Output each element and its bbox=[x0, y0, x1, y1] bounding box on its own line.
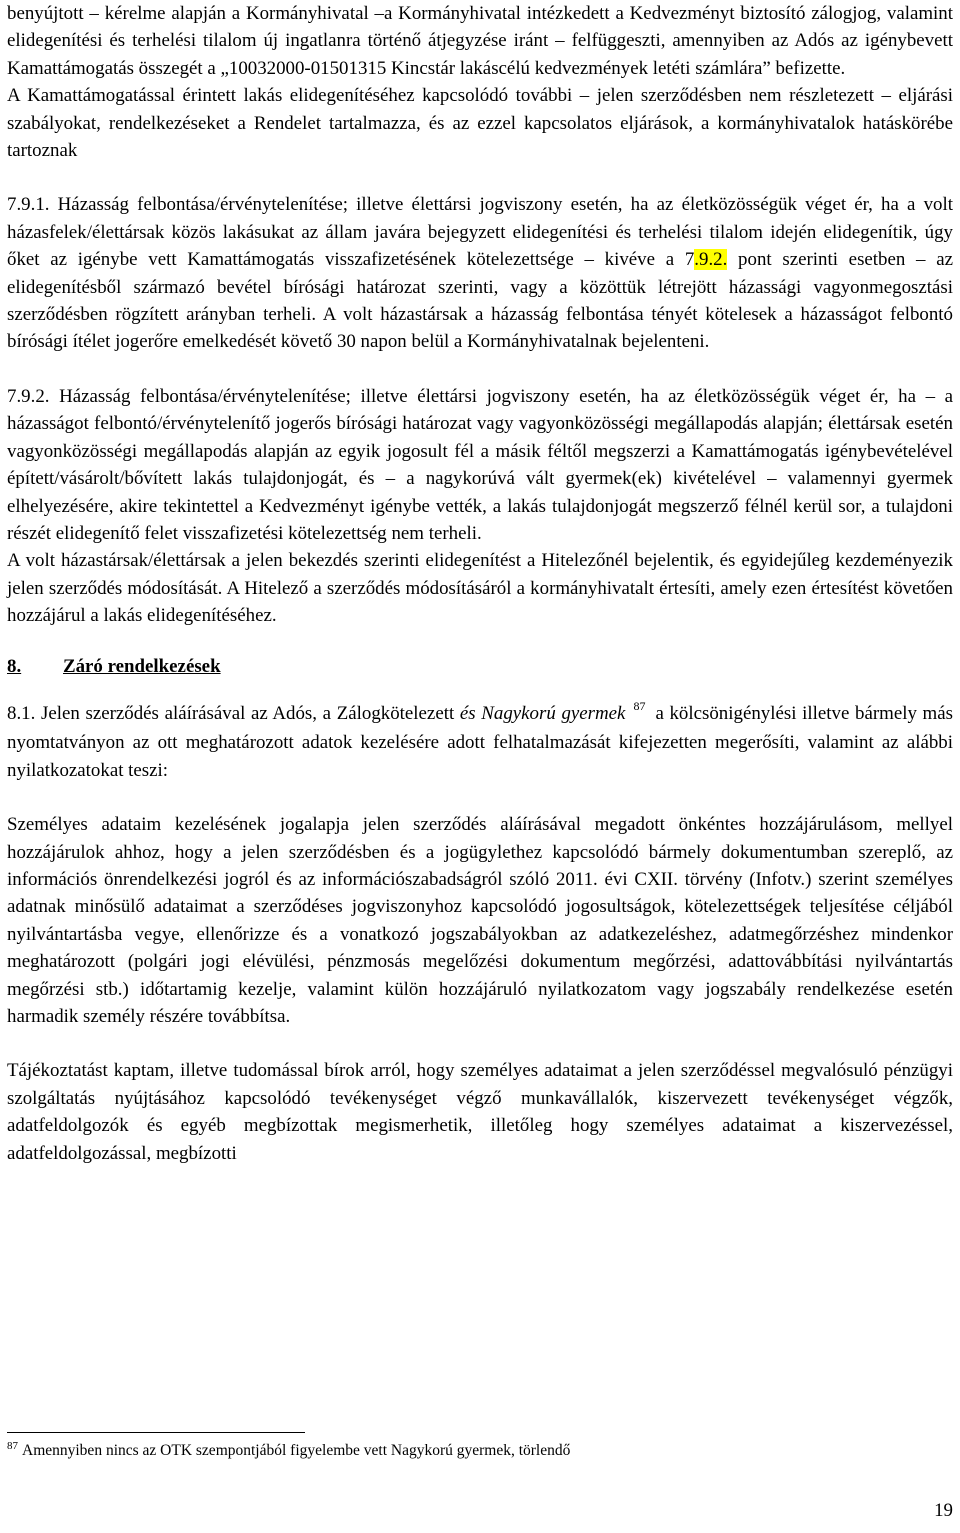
footnote-reference: 87 bbox=[633, 698, 646, 713]
section-7-9-1-text-a: 7.9.1. Házasság felbontása/érvénytelenítése; illetve élettársi jogviszony esetén, ha az életközösségük véget ér, ha a volt házasfelek/élettársak közös lakásukat az állam javára bejegyzett elidegenítési és terhelési tilalom idején elidegenítik, úgy őket az igénybe vett Kamattámogatás visszafizetésének kötelezettsége – kivéve a 7 bbox=[7, 194, 953, 271]
paragraph-1: benyújtott – kérelme alapján a Kormányhivatal –a Kormányhivatal intézkedett a Kedvezményt biztosító zálogjog, valamint elidegenítési és terhelési tilalom új ingatlanra történő átjegyzése iránt – felfüggeszti, amennyiben az Adós az igénybevett Kamattámogatás összegét a „10032000-01501315 Kincstár lakáscélú kedvezmények letéti számlára” befizette. bbox=[7, 3, 953, 79]
section-heading-title: Záró rendelkezések bbox=[63, 655, 221, 677]
personal-data-paragraph: Személyes adataim kezelésének jogalapja jelen szerződés aláírásával megadott önkéntes hozzájárulásom, mellyel hozzájárulok ahhoz, hogy a jelen szerződésben és a jogügylethez kapcsolódó bármely dokumentumban szereplő, az információs önrendelkezési jogról és az információszabadságról szóló 2011. évi CXII. törvény (Infotv.) szerint személyes adatnak minősülő adataimat a szerződéses jogviszonyhoz kapcsolódó jogosultságok, kötelezettségek teljesítése céljából nyilvántartásba vegye, ellenőrizze és a vonatkozó jogszabályokban az adatkezeléshez, adatmegőrzéshez mindenkor meghatározott (polgári jogi elévülési, pénzmosás megelőzési dokumentum megőrzési, adattovábbítási nyilvántartás megőrzési stb.) időtartamig kezelje, valamint külön hozzájáruló nyilatkozatom vagy jogszabály rendelkezése esetén harmadik személy részére továbbítsa. bbox=[7, 814, 953, 1027]
section-7-9-1-text-b: pont szerinti esetben – az elidegenítésből származó bevétel bírósági határozat szerinti, vagy a közöttük létrejött házassági vagyonmegosztási szerződésben rögzített arányban terheli. A volt házastársak a házasság felbontása tényét kötelesek a házasságot felbontó bírósági ítélet jogerőre emelkedését követő 30 napon belül a Kormányhivatalnak bejelenteni. bbox=[7, 249, 953, 353]
section-8-1-text-a: 8.1. Jelen szerződés aláírásával az Adós, a Zálogkötelezett bbox=[7, 702, 460, 724]
footnote-marker: 87 bbox=[7, 1440, 18, 1452]
section-8-1-text-b: a kölcsönigénylési illetve bármely más nyomtatványon az ott meghatározott adatok kezelésére adott felhatalmazását kifejezetten megerősíti, valamint az alábbi nyilatkozatokat teszi: bbox=[7, 702, 953, 781]
section-heading bbox=[7, 653, 953, 680]
paragraph-2: A Kamattámogatással érintett lakás elidegenítéséhez kapcsolódó további – jelen szerződésben nem részletezett – eljárási szabályokat, rendelkezéseket a Rendelet tartalmazza, és az ezzel kapcsolatos eljárások, a kormányhivatalok hatáskörébe tartoznak bbox=[7, 85, 953, 162]
information-paragraph: Tájékoztatást kaptam, illetve tudomással bírok arról, hogy személyes adataimat a jelen szerződéssel megvalósuló pénzügyi szolgáltatás nyújtásához kapcsolódó tevékenységet végző munkavállalók, kiszervezett tevékenységet végzők, adatfeldolgozók és egyéb megbízottak megismerhetik, illetőleg hogy személyes adataimat a kiszervezéssel, adatfeldolgozással, megbízotti bbox=[7, 1060, 953, 1164]
section-7-9-1 bbox=[7, 191, 953, 355]
section-7-9-2: 7.9.2. Házasság felbontása/érvénytelenítése; illetve élettársi jogviszony esetén, ha az életközösségük véget ér, ha – a házasságot felbontó/érvénytelenítő jogerős bírósági határozat vagy vagyonközösségi megállapodás alapján; élettársak esetén vagyonközösségi megállapodás alapján az egyik jogosult fél a másik féltől megszerzi a Kamattámogatás igénybevételével épített/vásárolt/bővített lakás tulajdonjogát, és – a nagykorúvá vált gyermek(ek) kivételével – valamennyi gyermek elhelyezésére, akire tekintettel a Kedvezményt igénybe vették, a lakás tulajdonjogát megszerző félnél kerül sor, a tulajdoni részét elidegenítő felet visszafizetési kötelezettség nem terheli. bbox=[7, 385, 953, 544]
document-page bbox=[7, 0, 953, 1533]
section-8-1 bbox=[7, 700, 953, 784]
footnote bbox=[7, 1441, 570, 1462]
highlighted-reference: .9.2. bbox=[694, 249, 728, 271]
footnote-text: Amennyiben nincs az OTK szempontjából figyelembe vett Nagykorú gyermek, törlendő bbox=[22, 1442, 571, 1459]
section-heading-number: 8. bbox=[7, 655, 22, 677]
section-7-9-2-continued: A volt házastársak/élettársak a jelen bekezdés szerinti elidegenítést a Hitelezőnél bejelentik, és egyidejűleg kezdeményezik jelen szerződés módosítását. A Hitelező a szerződés módosításáról a kormányhivatalt értesíti, amely ezen értesítést követően hozzájárul a lakás elidegenítéséhez. bbox=[7, 550, 953, 627]
footnote-separator bbox=[7, 1432, 305, 1433]
section-8-1-italic: és Nagykorú gyermek bbox=[459, 702, 626, 724]
page-number: 19 bbox=[934, 1500, 953, 1521]
